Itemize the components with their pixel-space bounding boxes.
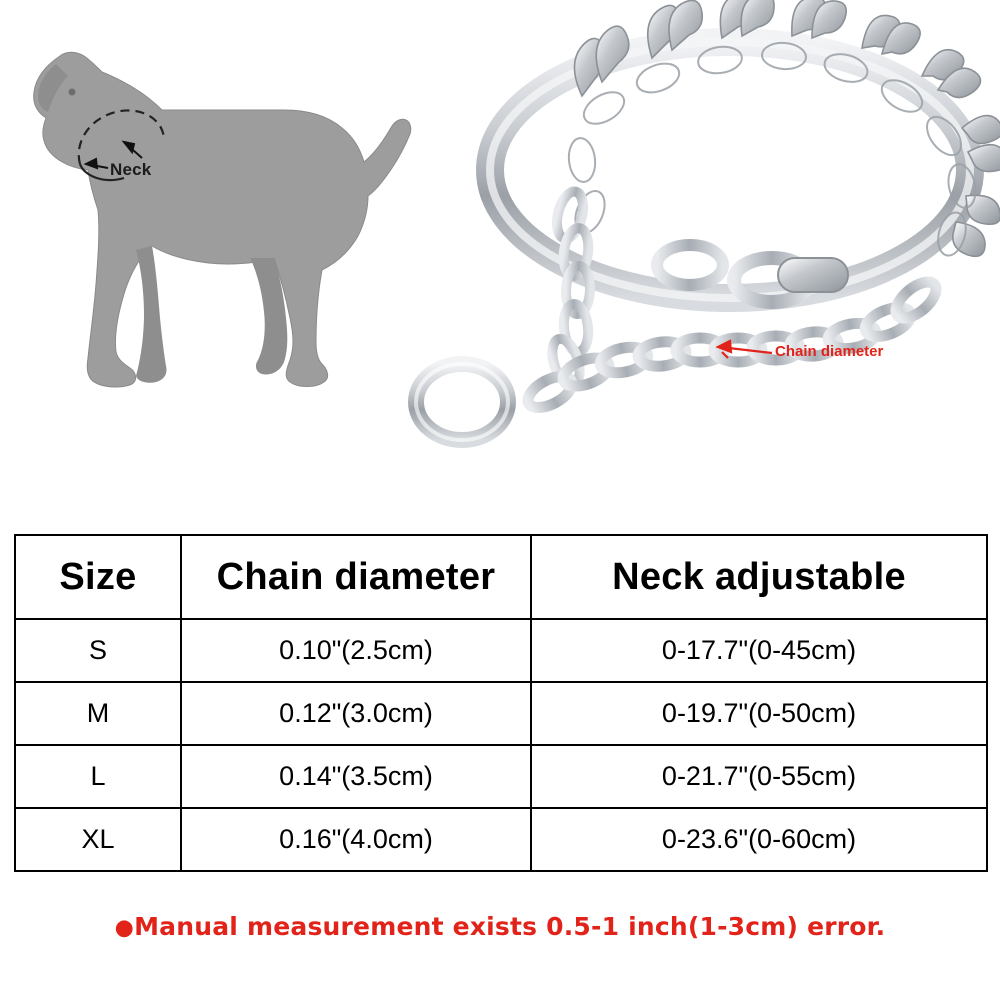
table-row <box>15 682 987 745</box>
cell-neck-adjustable: 0-21.7"(0-55cm) <box>531 745 987 808</box>
cell-neck-adjustable: 0-23.6"(0-60cm) <box>531 808 987 871</box>
neck-label: Neck <box>110 160 152 179</box>
column-header-size: Size <box>15 535 181 619</box>
size-table <box>14 534 988 872</box>
column-header-neck-adjustable: Neck adjustable <box>531 535 987 619</box>
table-row <box>15 745 987 808</box>
measurement-note <box>0 912 1000 941</box>
table-row <box>15 808 987 871</box>
cell-neck-adjustable: 0-17.7"(0-45cm) <box>531 619 987 682</box>
cell-size: S <box>15 619 181 682</box>
bullet-icon: ● <box>114 915 135 941</box>
chain-diameter-callout: Chain diameter <box>775 343 884 360</box>
table-header-row <box>15 535 987 619</box>
dog-silhouette <box>12 18 432 418</box>
prong-collar-image <box>400 0 1000 500</box>
cell-chain-diameter: 0.14"(3.5cm) <box>181 745 531 808</box>
cell-size: L <box>15 745 181 808</box>
cell-neck-adjustable: 0-19.7"(0-50cm) <box>531 682 987 745</box>
table-row <box>15 619 987 682</box>
measurement-note-text: Manual measurement exists 0.5-1 inch(1-3cm) error. <box>134 912 886 941</box>
cell-chain-diameter: 0.10"(2.5cm) <box>181 619 531 682</box>
column-header-chain-diameter: Chain diameter <box>181 535 531 619</box>
cell-chain-diameter: 0.16"(4.0cm) <box>181 808 531 871</box>
cell-chain-diameter: 0.12"(3.0cm) <box>181 682 531 745</box>
cell-size: XL <box>15 808 181 871</box>
cell-size: M <box>15 682 181 745</box>
